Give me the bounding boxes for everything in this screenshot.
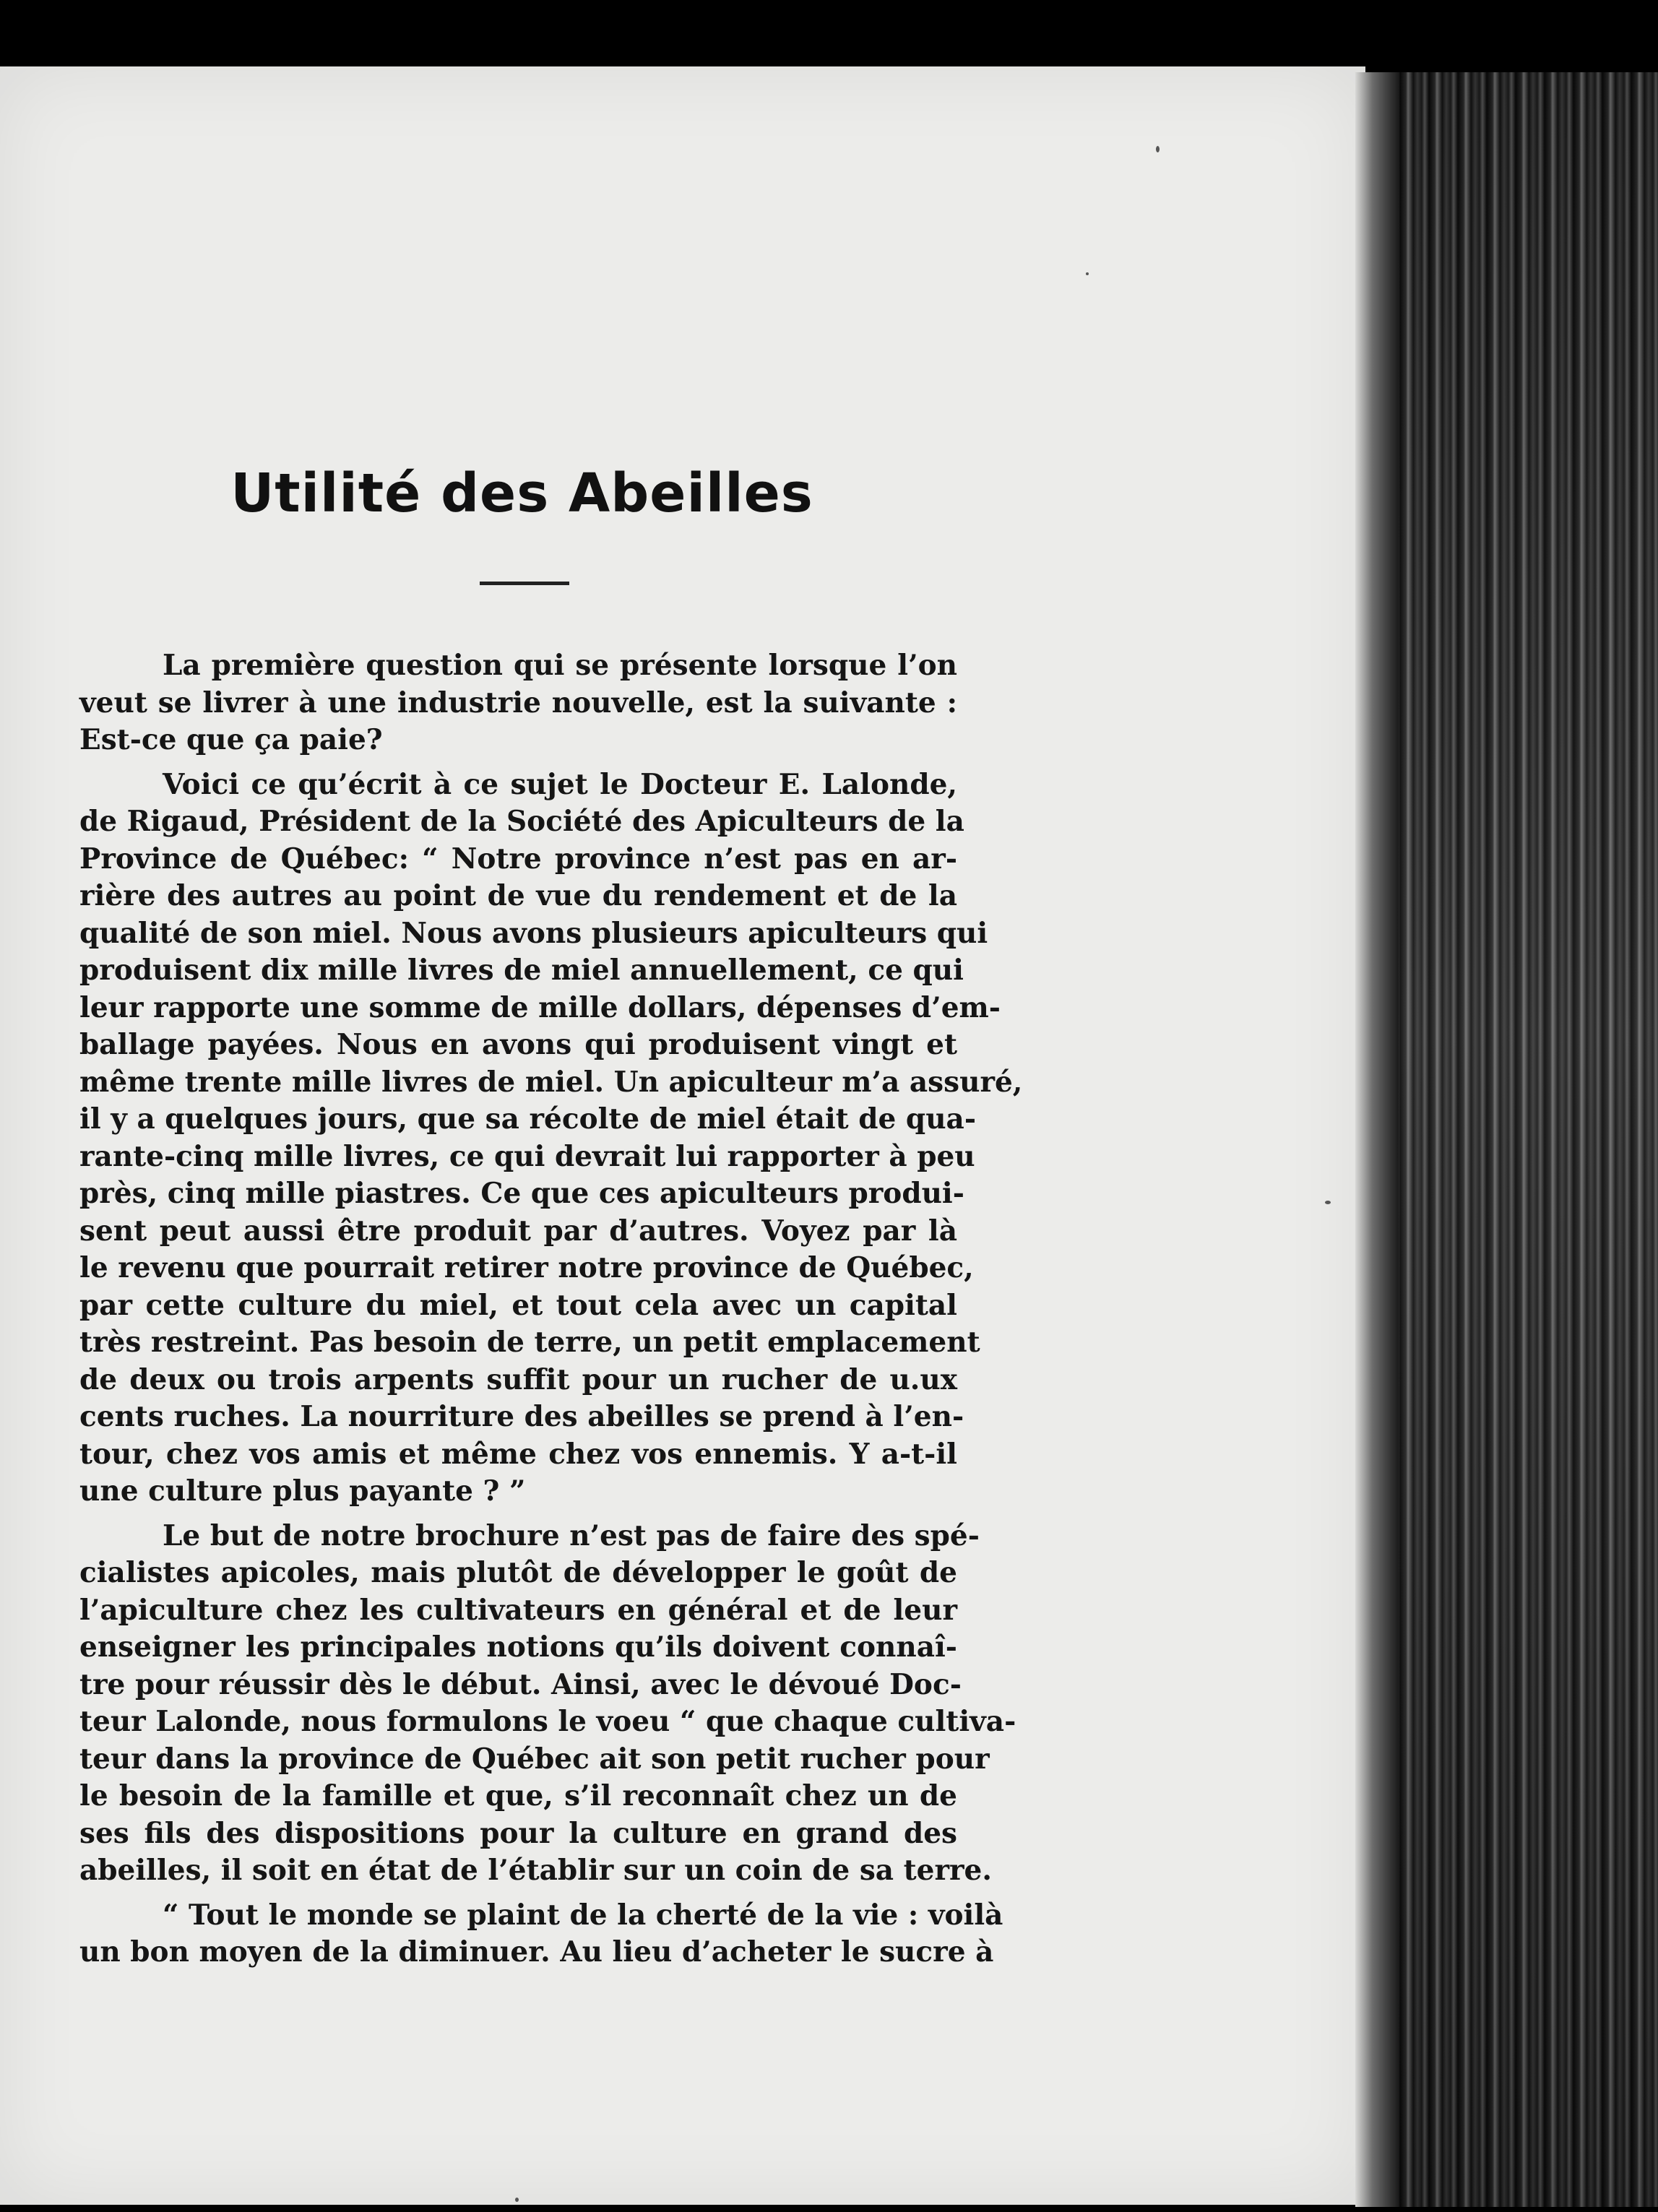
page-stack-edge [1355,72,1658,2207]
paragraph [79,647,957,759]
text-line: cialistes apicoles, mais plutôt de développer le goût de [79,1556,957,1589]
paragraph [79,1897,1003,1971]
text-line: teur Lalonde, nous formulons le voeu “ que chaque cultiva- [79,1705,1016,1738]
text-line: Voici ce qu’écrit à ce sujet le Docteur E. Lalonde, [163,767,957,801]
text-line: veut se livrer à une industrie nouvelle, est la suivante : [79,686,957,720]
text-line: tour, chez vos amis et même chez vos ennemis. Y a-t-il [79,1437,957,1471]
text-line: ses fils des dispositions pour la culture en grand des [79,1816,957,1850]
text-line: La première question qui se présente lorsque l’on [163,649,957,682]
text-line: teur dans la province de Québec ait son petit rucher pour [79,1742,990,1776]
text-line: produisent dix mille livres de miel annuellement, ce qui [79,954,964,987]
text-line: le besoin de la famille et que, s’il reconnaît chez un de [79,1779,957,1813]
text-line: rante-cinq mille livres, ce qui devrait lui rapporter à peu [79,1139,975,1173]
scan-speck [515,2198,519,2202]
text-line: leur rapporte une somme de mille dollars, dépenses d’em- [79,990,1001,1024]
text-line: Est-ce que ça paie? [79,723,383,756]
text-line: cents ruches. La nourriture des abeilles se prend à l’en- [79,1400,964,1433]
text-line: un bon moyen de la diminuer. Au lieu d’acheter le sucre à [79,1935,994,1969]
text-line: Province de Québec: “ Notre province n’est pas en ar- [79,842,957,876]
text-line: Le but de notre brochure n’est pas de faire des spé- [163,1518,980,1552]
text-line: le revenu que pourrait retirer notre province de Québec, [79,1251,974,1284]
text-line: qualité de son miel. Nous avons plusieurs apiculteurs qui [79,916,988,950]
text-line: par cette culture du miel, et tout cela avec un capital [79,1288,957,1322]
text-line: de deux ou trois arpents suffit pour un rucher de u.ux [79,1362,957,1396]
paragraph [79,766,1023,1511]
paragraph-gap [79,1890,957,1897]
title-divider [480,582,569,585]
book-page [0,66,1365,2205]
text-line: abeilles, il soit en état de l’établir sur un coin de sa terre. [79,1854,992,1887]
text-line: même trente mille livres de miel. Un apiculteur m’a assuré, [79,1065,1023,1099]
scan-speck [1156,146,1160,152]
page-stack-shadow [1355,72,1399,2207]
text-line: ballage payées. Nous en avons qui produisent vingt et [79,1028,957,1061]
text-line: l’apiculture chez les cultivateurs en général et de leur [79,1593,957,1627]
text-line: rière des autres au point de vue du rendement et de la [79,879,957,912]
text-line: sent peut aussi être produit par d’autres. Voyez par là [79,1214,957,1248]
page-title: Utilité des Abeilles [230,462,813,524]
scan-speck [1086,272,1089,275]
paragraph [79,1518,1016,1890]
scan-speck [1325,1201,1331,1204]
text-line: il y a quelques jours, que sa récolte de miel était de qua- [79,1102,977,1136]
text-line: très restreint. Pas besoin de terre, un petit emplacement [79,1326,980,1359]
text-line: de Rigaud, Président de la Société des Apiculteurs de la [79,805,964,838]
body-text [79,647,1023,1971]
paragraph-gap [79,1511,957,1518]
text-line: tre pour réussir dès le début. Ainsi, avec le dévoué Doc- [79,1667,962,1701]
text-line: près, cinq mille piastres. Ce que ces apiculteurs produi- [79,1177,964,1210]
text-line: “ Tout le monde se plaint de la cherté de la vie : voilà [163,1898,1003,1932]
text-line: une culture plus payante ? ” [79,1474,526,1508]
paragraph-gap [79,759,957,766]
text-line: enseigner les principales notions qu’ils doivent connaî- [79,1630,957,1664]
